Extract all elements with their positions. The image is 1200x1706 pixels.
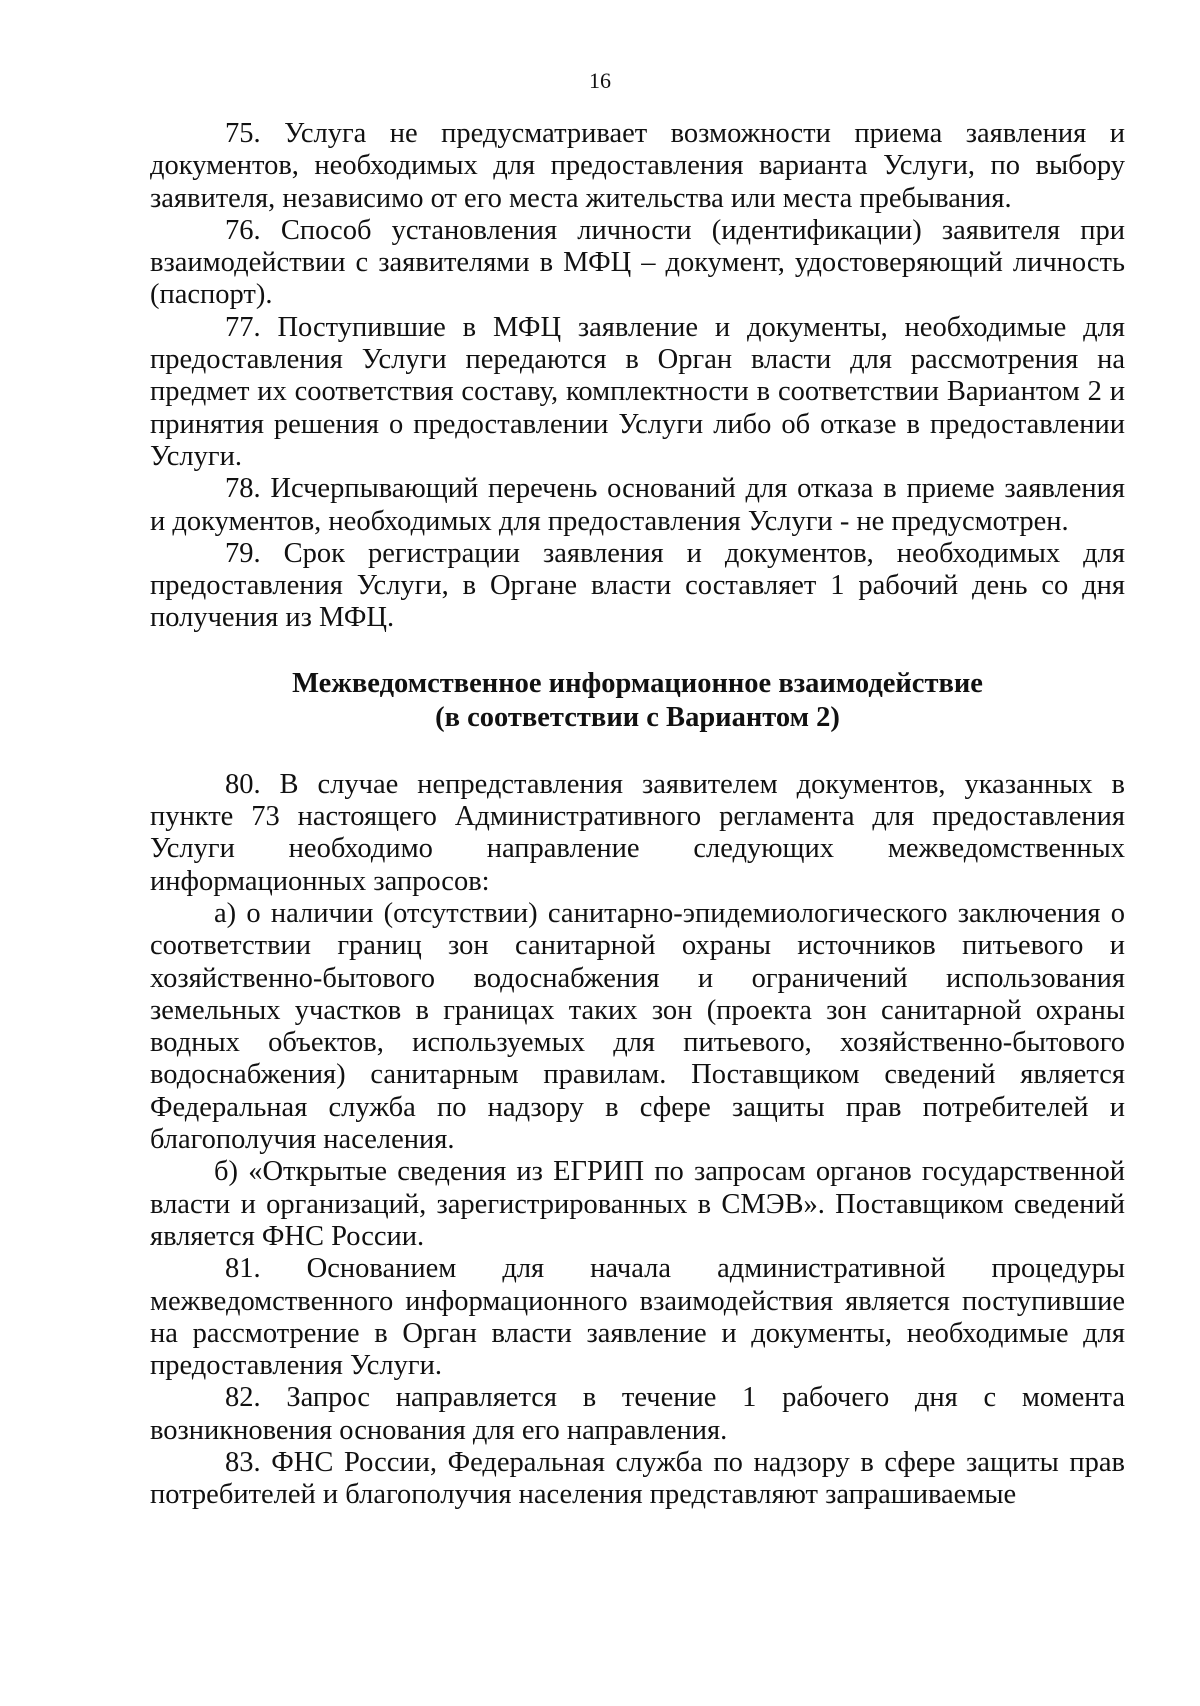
page-number: 16	[589, 68, 611, 93]
paragraph-75: 75. Услуга не предусматривает возможности приема заявления и документов, необходимых для предоставления варианта Услуги, по выбору заявителя, независимо от его места жительства или места пребывания.	[150, 118, 1125, 214]
paragraph-81: 81. Основанием для начала административной процедуры межведомственного информационного взаимодействия является поступившие на рассмотрение в Орган власти заявление и документы, необходимые для предоставления Услуги.	[150, 1253, 1125, 1382]
paragraph-82: 82. Запрос направляется в течение 1 рабочего дня с момента возникновения основания для его направления.	[150, 1382, 1125, 1446]
section-heading	[150, 667, 1125, 735]
paragraph-79: 79. Срок регистрации заявления и документов, необходимых для предоставления Услуги, в Органе власти составляет 1 рабочий день со дня получения из МФЦ.	[150, 537, 1125, 634]
section-heading-line-1: Межведомственное информационное взаимодействие	[292, 667, 983, 699]
paragraph-78: 78. Исчерпывающий перечень оснований для отказа в приеме заявления и документов, необходимых для предоставления Услуги - не предусмотрен.	[150, 473, 1125, 537]
section-heading-line-2: (в соответствии с Вариантом 2)	[435, 701, 840, 733]
subparagraph-a: а) о наличии (отсутствии) санитарно-эпидемиологического заключения о соответствии границ зон санитарной охраны источников питьевого и хозяйственно-бытового водоснабжения и ограничений использования земельных участков в границах таких зон (проекта зон санитарной охраны водных объектов, используемых для питьевого, хозяйственно-бытового водоснабжения) санитарным правилам. Поставщиком сведений является Федеральная служба по надзору в сфере защиты прав потребителей и благополучия населения.	[150, 897, 1125, 1156]
paragraph-76: 76. Способ установления личности (идентификации) заявителя при взаимодействии с заявителями в МФЦ – документ, удостоверяющий личность (паспорт).	[150, 214, 1125, 311]
subparagraph-b: б) «Открытые сведения из ЕГРИП по запросам органов государственной власти и организаций, зарегистрированных в СМЭВ». Поставщиком сведений является ФНС России.	[150, 1156, 1125, 1252]
paragraph-83: 83. ФНС России, Федеральная служба по надзору в сфере защиты прав потребителей и благополучия населения представляют запрашиваемые	[150, 1446, 1125, 1511]
document-body	[150, 118, 1125, 1512]
paragraph-80: 80. В случае непредставления заявителем документов, указанных в пункте 73 настоящего Административного регламента для предоставления Услуги необходимо направление следующих межведомственных информационных запросов:	[150, 768, 1125, 897]
paragraph-77: 77. Поступившие в МФЦ заявление и документы, необходимые для предоставления Услуги передаются в Орган власти для рассмотрения на предмет их соответствия составу, комплектности в соответствии Вариантом 2 и принятия решения о предоставлении Услуги либо об отказе в предоставлении Услуги.	[150, 311, 1125, 472]
